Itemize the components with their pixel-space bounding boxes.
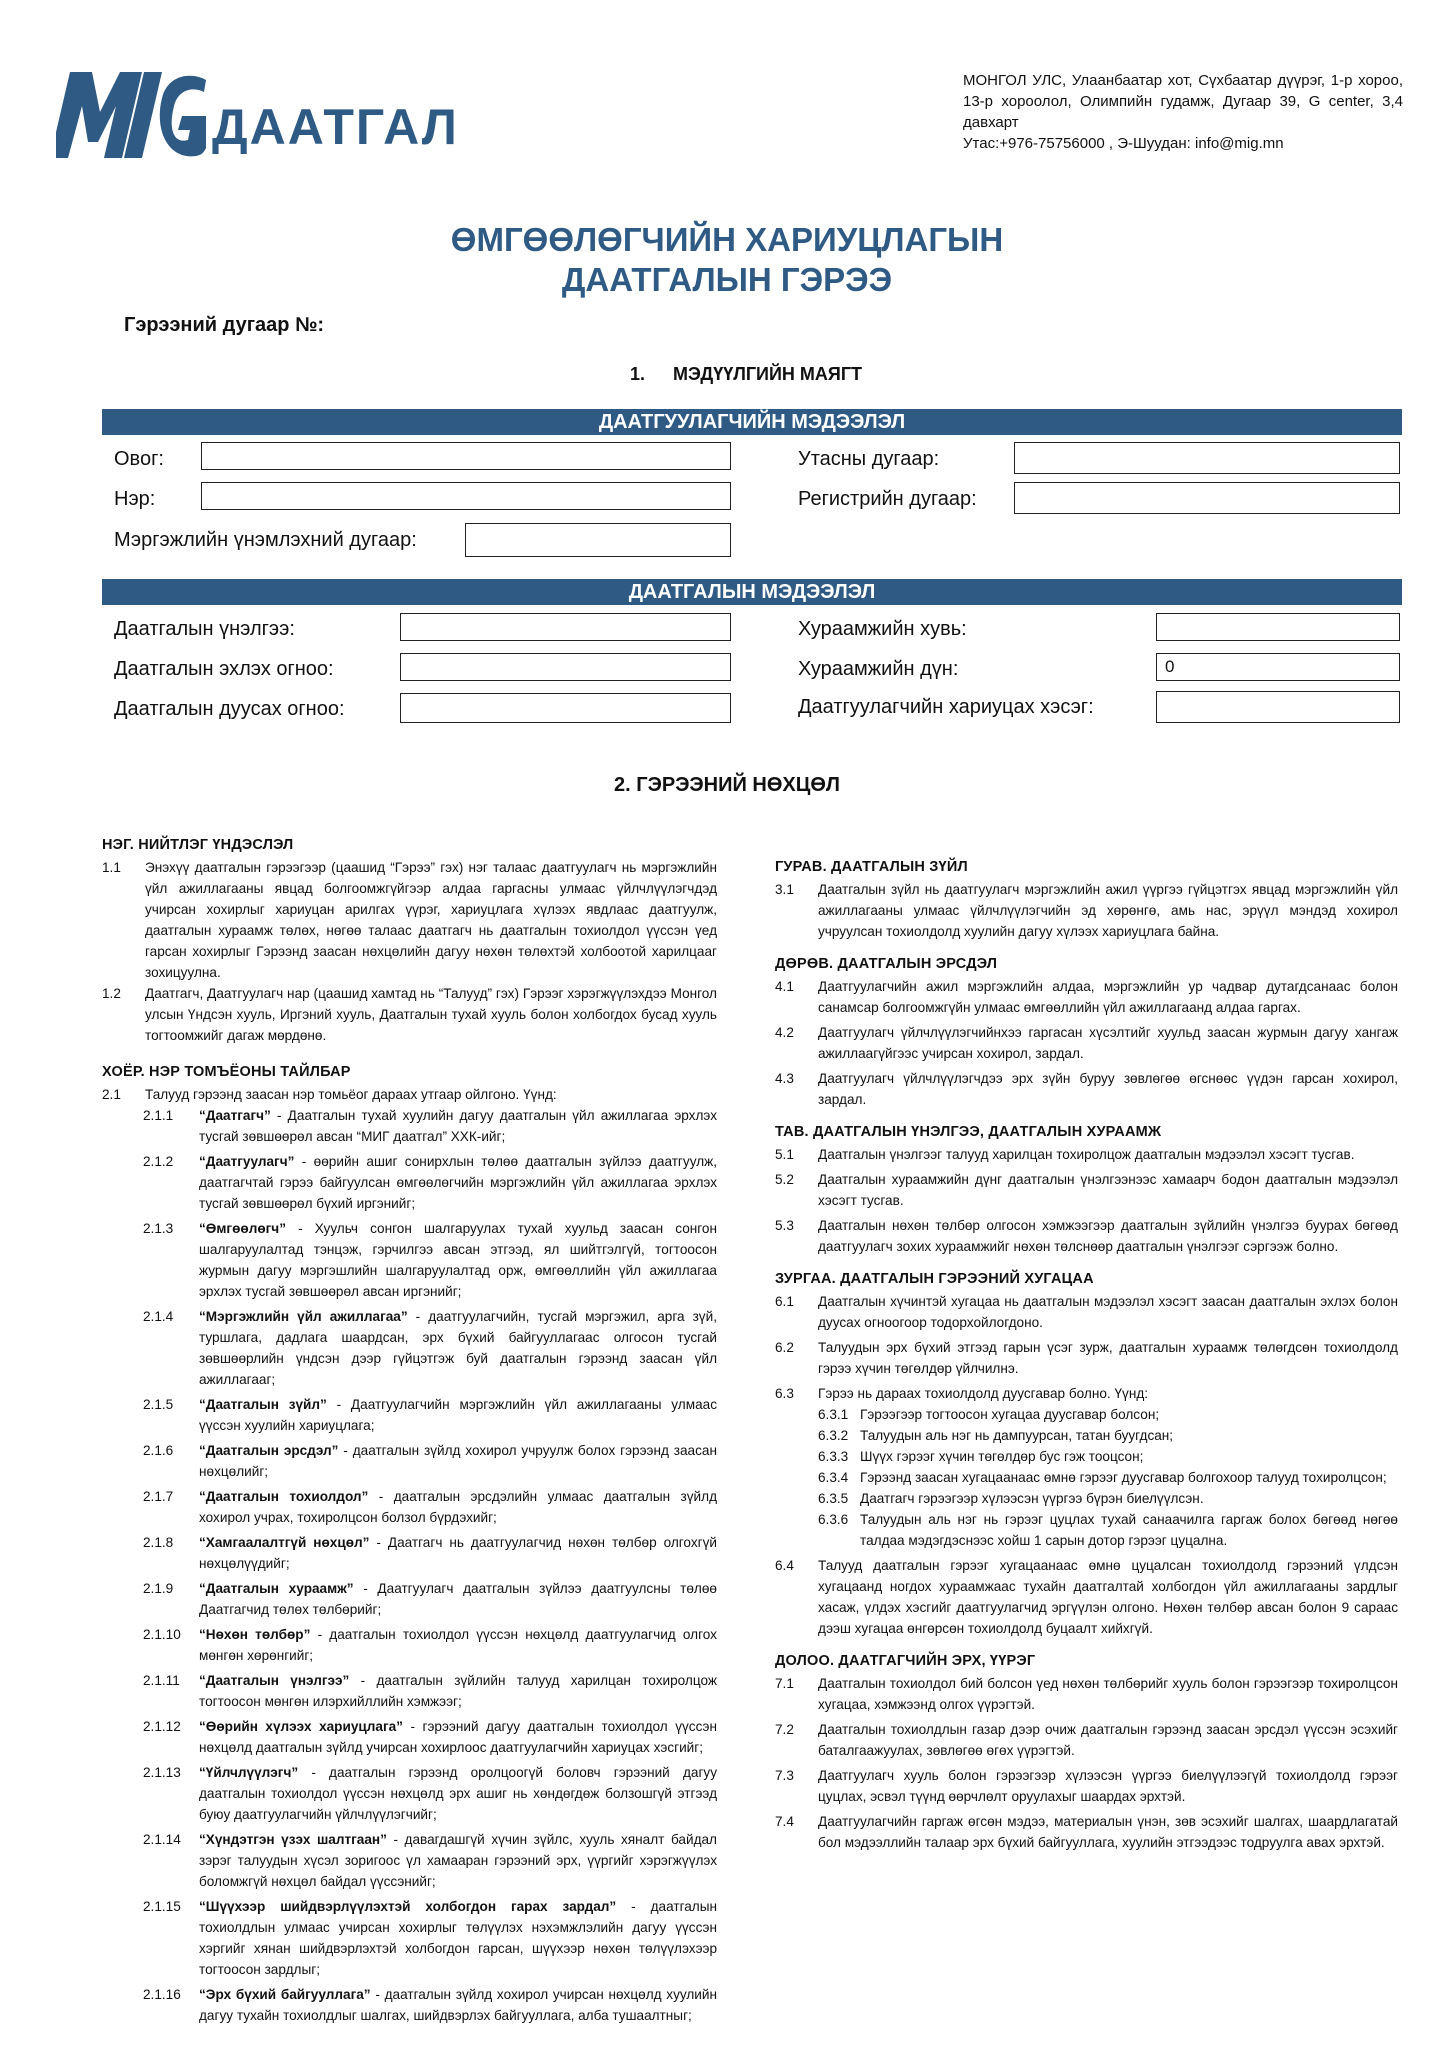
premium-rate-field[interactable] [1156, 613, 1400, 641]
termination-item [818, 1446, 1398, 1467]
end-date-label: Даатгалын дуусах огноо: [114, 698, 345, 720]
heading-valuation-premium: ТАВ. ДААТГАЛЫН ҮНЭЛГЭЭ, ДААТГАЛЫН ХУРААМЖ [775, 1124, 1162, 1140]
clause-text: Талуудын эрх бүхий этгээд гарын үсэг зурж, даатгалын хураамж төлөгдсөн тохиолдолд гэрээ хүчин төгөлдөр үйлчилнэ. [818, 1340, 1398, 1376]
definition-item [102, 1716, 717, 1758]
clause-number: 6.1 [775, 1294, 794, 1309]
definition-text [199, 1151, 717, 1214]
insured-info-header: ДААТГУУЛАГЧИЙН МЭДЭЭЛЭЛ [102, 409, 1402, 435]
termination-item [818, 1467, 1398, 1488]
name-field[interactable] [201, 482, 731, 510]
definition-term: “Өөрийн хүлээх хариуцлага” [199, 1719, 403, 1734]
cert-no-label: Мэргэжлийн үнэмлэхний дугаар: [114, 529, 417, 551]
definition-item [102, 1762, 717, 1825]
definition-term: “Мэргэжлийн үйл ажиллагаа” [199, 1309, 408, 1324]
termination-text: Талуудын аль нэг нь гэрээг цуцлах тухай санаачилга гаргаж болох бөгөөд нөгөө талдаа мэдэгдэснээс хойш 1 сарын дотор гэрээг цуцална. [860, 1512, 1398, 1548]
clause-text: Даатгуулагчийн ажил мэргэжлийн алдаа, мэргэжлийн ур чадвар дутагдсанаас болон санамсар болгоомжгүйн улмаас өмгөөллийн үйл ажиллагаанд алдаа гаргах. [818, 979, 1398, 1015]
clause-text: Даатгуулагч хууль болон гэрээгээр хүлээсэн үүргээ биелүүлээгүй тохиолдолд гэрээг цуцлах, эсвэл түүнд өөрчлөлт оруулахыг шаардах эрхтэй. [818, 1768, 1398, 1804]
definition-item [102, 1670, 717, 1712]
clause-7-2 [775, 1719, 1398, 1761]
clause-number: 4.3 [775, 1071, 794, 1086]
definition-term: “Хамгаалалтгүй нөхцөл” [199, 1535, 370, 1550]
surname-label: Овог: [114, 448, 164, 470]
definition-text [199, 1440, 717, 1482]
address-text: МОНГОЛ УЛС, Улаанбаатар хот, Сүхбаатар дүүрэг, 1-р хороо, 13-р хороолол, Олимпийн гудамж, Дугаар 39, G center, 3,4 давхарт [963, 72, 1403, 131]
termination-text: Талуудын аль нэг нь дампуурсан, татан буугдсан; [860, 1428, 1174, 1443]
clause-4-1 [775, 976, 1398, 1018]
deductible-label: Даатгуулагчийн хариуцах хэсэг: [798, 696, 1094, 718]
termination-text: Гэрээгээр тогтоосон хугацаа дуусгавар болсон; [860, 1407, 1160, 1422]
clause-number: 7.2 [775, 1722, 794, 1737]
definition-body: - даатгалын зүйлд хохирол учирсан нөхцөлд хуулийн дагуу тухайн тохиолдлыг шалгах, шийдвэрлэх байгууллага, алба тушаалтныг; [199, 1987, 718, 2023]
clause-text: Даатгалын хураамжийн дүнг даатгалын үнэлгээнээс хамаарч бодон даатгалын мэдээлэл хэсэгт тусгав. [818, 1172, 1398, 1208]
clause-7-4 [775, 1811, 1398, 1853]
definition-item [102, 1984, 717, 2026]
definition-number: 2.1.6 [143, 1443, 174, 1458]
clause-number: 6.4 [775, 1558, 794, 1573]
start-date-label: Даатгалын эхлэх огноо: [114, 658, 334, 680]
definition-text [199, 1624, 717, 1666]
clause-text: Даатгуулагчийн гаргаж өгсөн мэдээ, материалын үнэн, зөв эсэхийг шалгах, шаардлагатай бол мэдээллийн талаар эрх бүхий байгууллага, хуулийн этгээдээс тодруулга авах эрхтэй. [818, 1814, 1398, 1850]
heading-contract-term: ЗУРГАА. ДААТГАЛЫН ГЭРЭЭНИЙ ХУГАЦАА [775, 1271, 1094, 1287]
definition-term: “Шүүхээр шийдвэрлүүлэхтэй холбогдон гарах зардал” [199, 1899, 617, 1914]
clause-text: Даатгагч, Даатгуулагч нар (цаашид хамтад нь “Талууд” гэх) Гэрээг хэрэгжүүлэхдээ Монгол улсын Үндсэн хууль, Иргэний хууль, Даатгалын тухай хууль болон холбогдох бусад хууль тогтоомжийг дагаж мөрдөнө. [145, 986, 717, 1043]
definition-body: - Хуульч сонгон шалгаруулах тухай хуульд заасан сонгон шалгаруулалтад тэнцэж, гэрчилгээ авсан этгээд, ял шийтгэлгүй, тогтоосон журмын дагуу мэргэшлийн шалгаруулалтад орж, өмгөөллийн үйл ажиллагаа эрхлэх тусгай зөвшөөрөл авсан иргэнийг; [199, 1221, 717, 1299]
heading-definitions: ХОЁР. НЭР ТОМЪЁОНЫ ТАЙЛБАР [102, 1064, 351, 1080]
definition-number: 2.1.4 [143, 1309, 174, 1324]
clause-number: 4.1 [775, 979, 794, 994]
phone-field[interactable] [1014, 442, 1400, 474]
deductible-field[interactable] [1156, 691, 1400, 723]
clause-number: 5.1 [775, 1147, 794, 1162]
definition-body: - Даатгуулагч даатгалын зүйлээ даатгуулсны төлөө Даатгагчид төлөх төлбөрийг; [199, 1581, 717, 1617]
definition-item [102, 1306, 717, 1390]
heading-general: НЭГ. НИЙТЛЭГ ҮНДЭСЛЭЛ [102, 837, 294, 853]
clause-number: 7.3 [775, 1768, 794, 1783]
definition-term: “Даатгуулагч” [199, 1154, 295, 1169]
definition-number: 2.1.8 [143, 1535, 174, 1550]
definition-item [102, 1105, 717, 1147]
definition-text [199, 1984, 717, 2026]
definition-text [199, 1486, 717, 1528]
right-column [775, 857, 1398, 1853]
clause-6-1 [775, 1291, 1398, 1333]
clause-4-2 [775, 1022, 1398, 1064]
clause-number: 5.3 [775, 1218, 794, 1233]
definition-item [102, 1896, 717, 1980]
definition-number: 2.1.1 [143, 1108, 174, 1123]
definition-number: 2.1.11 [143, 1673, 180, 1688]
clause-number: 5.2 [775, 1172, 794, 1187]
logo-wordmark: ДААТГАЛ [212, 99, 459, 155]
definition-item [102, 1532, 717, 1574]
clause-text: Даатгалын хүчинтэй хугацаа нь даатгалын мэдээлэл хэсэгт заасан даатгалын эхлэх болон дуусах огноогоор тодорхойлогдоно. [818, 1294, 1398, 1330]
definition-text [199, 1218, 717, 1302]
clause-text: Даатгалын зүйл нь даатгуулагч мэргэжлийн ажил үүргээ гүйцэтгэх явцад мэргэжлийн үйл ажиллагааны улмаас үйлчлүүлэгчийн эд хөрөнгө, амь нас, эрүүл мэндэд хохирол учруулсан тохиолдолд хуулийн дагуу хүлээх хариуцлага байна. [818, 882, 1398, 939]
clause-text: Даатгуулагч үйлчлүүлэгчийнхээ гаргасан хүсэлтийг хуульд заасан журмын дагуу хангаж ажиллаагүйгээс учирсан хохирол, зардал. [818, 1025, 1398, 1061]
termination-item [818, 1404, 1398, 1425]
section1-title: МЭДҮҮЛГИЙН МАЯГТ [673, 364, 863, 384]
clause-text: Даатгалын тохиолдол бий болсон үед нөхөн төлбөрийг хууль болон гэрээгээр тохиролцсон хугацаа, хэмжээнд олгох үүрэгтэй. [818, 1676, 1398, 1712]
clause-5-1 [775, 1144, 1398, 1165]
clause-6-2 [775, 1337, 1398, 1379]
definition-number: 2.1.7 [143, 1489, 174, 1504]
definition-term: “Нөхөн төлбөр” [199, 1627, 311, 1642]
definition-term: “Хүндэтгэн үзэх шалтгаан” [199, 1832, 387, 1847]
definition-item [102, 1578, 717, 1620]
company-address [963, 70, 1403, 154]
clause-4-3 [775, 1068, 1398, 1110]
definition-term: “Даатгалын зүйл” [199, 1397, 327, 1412]
contact-text: Утас:+976-75756000 , Э-Шуудан: info@mig.mn [963, 135, 1284, 152]
heading-insurer-rights: ДОЛОО. ДААТГАГЧИЙН ЭРХ, ҮҮРЭГ [775, 1653, 1036, 1669]
mig-logo-icon [56, 72, 206, 158]
definition-text [199, 1394, 717, 1436]
clause-text: Талууд гэрээнд заасан нэр томьёог дараах утгаар ойлгоно. Үүнд: [145, 1087, 557, 1102]
definition-item [102, 1624, 717, 1666]
definition-body: - даатгуулагчийн, тусгай мэргэжил, арга зүй, туршлага, дадлага шаардсан, эрх бүхий байгууллагаас олгосон тусгай зөвшөөрлийн үндсэн дээр гүйцэтгэж буй даатгалын гэрээнд заасан үйл ажиллагааг; [199, 1309, 717, 1387]
definition-term: “Эрх бүхий байгууллага” [199, 1987, 371, 2002]
definition-number: 2.1.10 [143, 1627, 181, 1642]
clause-number: 6.3 [775, 1386, 794, 1401]
clause-number: 2.1 [102, 1087, 121, 1102]
definition-body: - даатгалын тохиолдлын улмаас учирсан хохирлыг төлүүлэх нэхэмжлэлийн дагуу үүссэн хэргийг хянан шийдвэрлэхтэй холбогдон гарсан, шүүхээр нөхөн төлүүлэхээр тогтоосон зардлыг; [199, 1899, 717, 1977]
definition-item [102, 1829, 717, 1892]
premium-amount-label: Хураамжийн дүн: [798, 658, 959, 680]
heading-insured-subject: ГУРАВ. ДААТГАЛЫН ЗҮЙЛ [775, 859, 968, 875]
termination-text: Шүүх гэрээг хүчин төгөлдөр бус гэж тооцсон; [860, 1449, 1144, 1464]
definition-text [199, 1829, 717, 1892]
definition-number: 2.1.14 [143, 1832, 181, 1847]
definition-body: - даатгалын зүйлд хохирол учруулж болох гэрээнд заасан нөхцөлийг; [199, 1443, 717, 1479]
clause-number: 4.2 [775, 1025, 794, 1040]
clause-text: Даатгалын үнэлгээг талууд харилцан тохиролцож даатгалын мэдээлэл хэсэгт тусгав. [818, 1147, 1355, 1162]
definition-body: - гэрээний дагуу даатгалын тохиолдол үүссэн нөхцөлд даатгалын зүйлд учирсан хохирлоос даатгуулагчийн хариуцах хэсгийг; [199, 1719, 717, 1755]
definition-term: “Өмгөөлөгч” [199, 1221, 286, 1236]
cert-no-field[interactable] [465, 523, 731, 557]
definition-text [199, 1105, 717, 1147]
clause-6-3 [775, 1383, 1398, 1404]
termination-text: Гэрээнд заасан хугацаанаас өмнө гэрээг дуусгавар болгохоор талууд тохиролцсон; [860, 1470, 1387, 1485]
definition-body: - Даатгуулагчийн мэргэжлийн үйл ажиллагааны улмаас үүссэн хуулийн хариуцлага; [199, 1397, 717, 1433]
definition-number: 2.1.16 [143, 1987, 181, 2002]
definition-item [102, 1394, 717, 1436]
termination-item [818, 1509, 1398, 1551]
left-column [102, 835, 717, 2026]
clause-3-1 [775, 879, 1398, 942]
definition-body: - даатгалын зүйлийн талууд харилцан тохиролцож тогтоосон мөнгөн илэрхийллийн хэмжээг; [199, 1673, 717, 1709]
insurance-info-header: ДААТГАЛЫН МЭДЭЭЛЭЛ [102, 579, 1402, 605]
clause-text: Талууд даатгалын гэрээг хугацаанаас өмнө цуцалсан тохиолдолд гэрээний үлдсэн хугацаанд ногдох хураамжаас тухайн даатгалтай холбогдон үйл ажиллагааны зардлыг хасаж, үлдэх хэсгийг даатгуулагчид эргүүлэн олгоно. Нөхөн төлбөр авсан болон 9 сараас дээш хугацаа өнгөрсөн тохиолдолд буцаалт хийхгүй. [818, 1558, 1398, 1636]
definition-term: “Даатгалын үнэлгээ” [199, 1673, 350, 1688]
definition-text [199, 1896, 717, 1980]
definition-body: - өөрийн ашиг сонирхлын төлөө даатгалын зүйлээ даатгуулж, даатгагчтай гэрээ байгуулсан өмгөөлөгчийн мэргэжлийн үйл ажиллагаа эрхлэх тусгай зөвшөөрөл бүхий иргэнийг; [199, 1154, 717, 1211]
definition-term: “Даатгалын хураамж” [199, 1581, 354, 1596]
clause-6-4 [775, 1555, 1398, 1639]
definition-text [199, 1532, 717, 1574]
termination-number: 6.3.6 [818, 1512, 849, 1527]
definition-text [199, 1578, 717, 1620]
section2-title: 2. ГЭРЭЭНИЙ НӨХЦӨЛ [614, 774, 840, 796]
definition-number: 2.1.15 [143, 1899, 181, 1914]
definition-body: - Даатгалын тухай хуулийн дагуу даатгалын үйл ажиллагаа эрхлэх тусгай зөвшөөрөл авсан “МИГ даатгал” ХХК-ийг; [199, 1108, 717, 1144]
definitions-list [102, 1105, 717, 2026]
clause-5-3 [775, 1215, 1398, 1257]
termination-item [818, 1488, 1398, 1509]
termination-text: Даатгагч гэрээгээр хүлээсэн үүргээ бүрэн биелүүлсэн. [860, 1491, 1204, 1506]
definition-body: - Даатгагч нь даатгуулагчид нөхөн төлбөр олгохгүй нөхцөлүүдийг; [199, 1535, 717, 1571]
clause-number: 1.1 [102, 860, 121, 875]
doc-title-line2: ДААТГАЛЫН ГЭРЭЭ [561, 261, 893, 298]
section1-number: 1. [630, 364, 646, 384]
clause-1-1 [102, 857, 717, 983]
termination-item [818, 1425, 1398, 1446]
definition-text [199, 1670, 717, 1712]
termination-list [775, 1404, 1398, 1551]
definition-number: 2.1.13 [143, 1765, 181, 1780]
clause-7-1 [775, 1673, 1398, 1715]
clause-number: 7.1 [775, 1676, 794, 1691]
definition-body: - даатгалын эрсдэлийн улмаас даатгалын зүйлд хохирол учрах, тохиролцсон болзол бүрдэхийг; [199, 1489, 717, 1525]
clause-text: Даатгуулагч үйлчлүүлэгчдээ эрх зүйн буруу зөвлөгөө өгснөөс үүдэн гарсан хохирол, зардал. [818, 1071, 1398, 1107]
definition-item [102, 1218, 717, 1302]
definition-term: “Даатгалын эрсдэл” [199, 1443, 339, 1458]
clause-number: 6.2 [775, 1340, 794, 1355]
doc-title-line1: ӨМГӨӨЛӨГЧИЙН ХАРИУЦЛАГЫН [450, 221, 1004, 258]
premium-rate-label: Хураамжийн хувь: [798, 618, 967, 640]
clause-text: Энэхүү даатгалын гэрээгээр (цаашид “Гэрээ” гэх) нэг талаас даатгуулагч нь мэргэжлийн үйл ажиллагааны явцад болгоомжгүйгээр алдаа гаргасны улмаас үйлчлүүлэгчдэд учирсан хохирлыг хариуцан арилгах үүрэг, хариуцлага хүлээх явдлаас даатгуулж, даатгалын хураамж төлөх, нөгөө талаас даатгагч нь даатгалын тохиолдол үүссэн үед гарсан хохирлыг Гэрээнд заасан нөхцөлийн дагуу нөхөн төлөхтэй холбоотой харилцааг зохицуулна. [145, 860, 717, 980]
definition-number: 2.1.9 [143, 1581, 174, 1596]
definition-item [102, 1151, 717, 1214]
insured-value-label: Даатгалын үнэлгээ: [114, 618, 295, 640]
definition-term: “Үйлчлүүлэгч” [199, 1765, 299, 1780]
definition-body: - даатгалын гэрээнд оролцоогүй боловч гэрээний дагуу даатгалын тохиолдол үүссэн нөхцөлд эрх ашиг нь хөндөгдөж болзошгүй этгээд буюу даатгуулагчийн үйлчлүүлэгчийг; [199, 1765, 717, 1822]
termination-number: 6.3.3 [818, 1449, 849, 1464]
register-field[interactable] [1014, 482, 1400, 514]
clause-5-2 [775, 1169, 1398, 1211]
premium-amount-field[interactable]: 0 [1156, 653, 1400, 681]
clause-text: Гэрээ нь дараах тохиолдолд дуусгавар болно. Үүнд: [818, 1386, 1149, 1401]
surname-field[interactable] [201, 442, 731, 470]
clause-7-3 [775, 1765, 1398, 1807]
definition-item [102, 1486, 717, 1528]
definition-text [199, 1306, 717, 1390]
insured-value-field[interactable] [400, 613, 731, 641]
clause-1-2 [102, 983, 717, 1046]
definition-item [102, 1440, 717, 1482]
clause-text: Даатгалын нөхөн төлбөр олгосон хэмжээгээр даатгалын зүйлийн үнэлгээ буурах бөгөөд даатгуулагч зохих хураамжийг нөхөн төлснөөр даатгалын үнэлгээг сэргээж болно. [818, 1218, 1398, 1254]
definition-number: 2.1.5 [143, 1397, 174, 1412]
definition-number: 2.1.2 [143, 1154, 174, 1169]
clause-number: 3.1 [775, 882, 794, 897]
termination-number: 6.3.4 [818, 1470, 849, 1485]
clause-text: Даатгалын тохиолдлын газар дээр очиж даатгалын гэрээнд заасан эрсдэл үүссэн эсэхийг баталгаажуулах, зөвлөгөө өгөх үүрэгтэй. [818, 1722, 1398, 1758]
termination-number: 6.3.1 [818, 1407, 849, 1422]
contract-number-label: Гэрээний дугаар №: [124, 314, 325, 336]
register-label: Регистрийн дугаар: [798, 488, 977, 510]
termination-number: 6.3.2 [818, 1428, 849, 1443]
heading-insurance-risk: ДӨРӨВ. ДААТГАЛЫН ЭРСДЭЛ [775, 956, 998, 972]
definition-term: “Даатгагч” [199, 1108, 271, 1123]
end-date-field[interactable] [400, 693, 731, 723]
phone-label: Утасны дугаар: [798, 448, 940, 470]
section1-heading [630, 364, 890, 385]
definition-number: 2.1.12 [143, 1719, 181, 1734]
definition-text [199, 1716, 717, 1758]
clause-2-1 [102, 1084, 717, 1105]
name-label: Нэр: [114, 488, 156, 510]
definition-body: - даатгалын тохиолдол үүссэн нөхцөлд даатгуулагчид олгох мөнгөн хөрөнгийг; [199, 1627, 717, 1663]
start-date-field[interactable] [400, 653, 731, 681]
definition-body: - давагдашгүй хүчин зүйлс, хууль хяналт байдал зэрэг талуудын хүсэл зоригоос үл хамааран гэрээний эрх, үүргийг хэрэгжүүлэх боломжгүй нөхцөл байдал үүссэнийг; [199, 1832, 717, 1889]
clause-number: 7.4 [775, 1814, 794, 1829]
definition-term: “Даатгалын тохиолдол” [199, 1489, 369, 1504]
definition-text [199, 1762, 717, 1825]
termination-number: 6.3.5 [818, 1491, 849, 1506]
definition-number: 2.1.3 [143, 1221, 174, 1236]
clause-number: 1.2 [102, 986, 121, 1001]
